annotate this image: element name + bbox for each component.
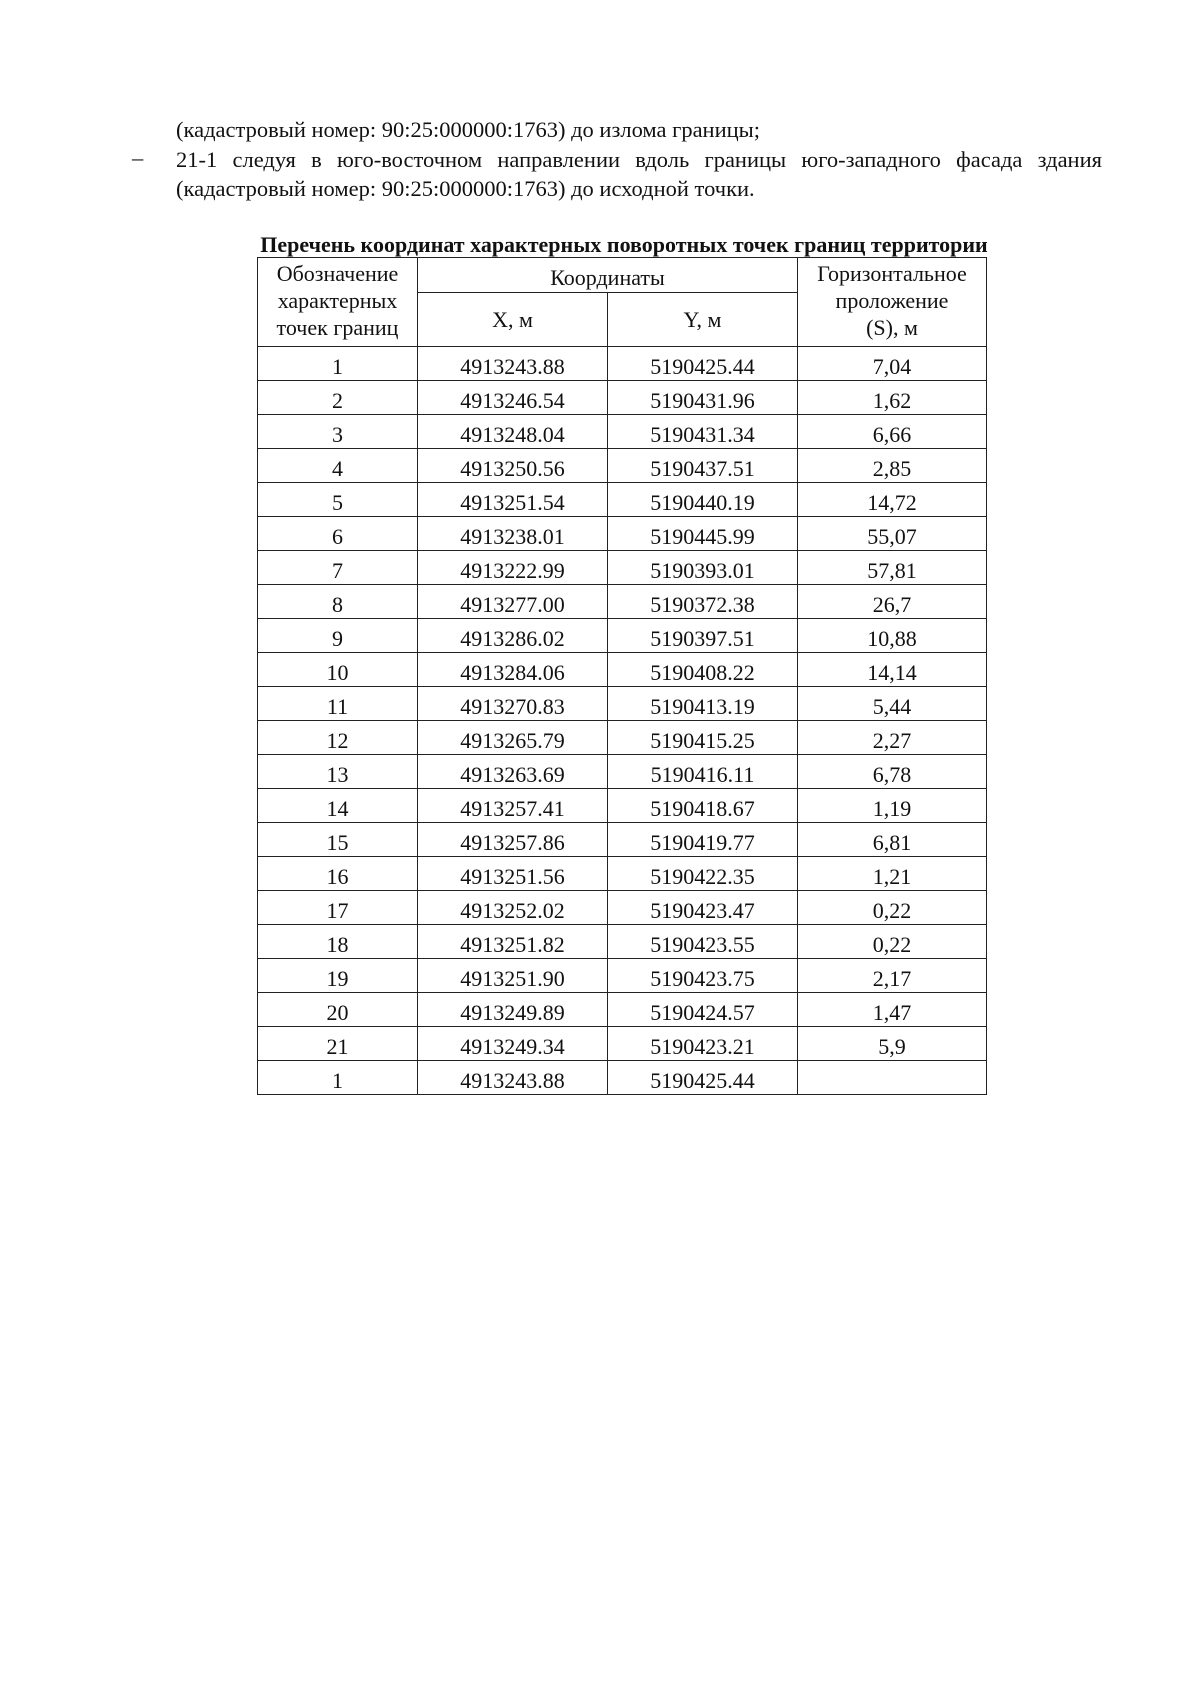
cell-x [418, 449, 608, 483]
cell-distance-text: 1,21 [872, 864, 912, 889]
cell-point-text: 9 [332, 626, 343, 651]
cell-y-text: 5190372.38 [650, 592, 755, 617]
table-row [258, 415, 987, 449]
cell-y [608, 721, 798, 755]
cell-y-text: 5190425.44 [650, 354, 755, 379]
cell-point [258, 857, 418, 891]
cell-distance [798, 585, 987, 619]
cell-x-text: 4913265.79 [460, 728, 565, 753]
cell-distance [798, 347, 987, 381]
table-row [258, 483, 987, 517]
cell-point-text: 5 [332, 490, 343, 515]
bullet-dash: – [132, 145, 144, 170]
cell-distance [798, 517, 987, 551]
cell-y-text: 5190418.67 [650, 796, 755, 821]
cell-y-text: 5190431.96 [650, 388, 755, 413]
cell-point [258, 653, 418, 687]
cell-distance [798, 619, 987, 653]
cell-y [608, 891, 798, 925]
cell-x [418, 415, 608, 449]
cell-distance-text: 6,66 [872, 422, 912, 447]
cell-point-text: 11 [326, 694, 349, 719]
cell-x-text: 4913251.56 [460, 864, 565, 889]
cell-x-text: 4913246.54 [460, 388, 565, 413]
cell-point [258, 1027, 418, 1061]
cell-point-text: 3 [332, 422, 343, 447]
cell-y-text: 5190393.01 [650, 558, 755, 583]
cell-y [608, 517, 798, 551]
cell-y-text: 5190431.34 [650, 422, 755, 447]
cell-point [258, 959, 418, 993]
table-row [258, 449, 987, 483]
cell-distance-text: 14,14 [867, 660, 917, 685]
cell-distance [798, 789, 987, 823]
cell-y-text: 5190397.51 [650, 626, 755, 651]
cell-point-text: 8 [332, 592, 343, 617]
cell-distance-text: 6,81 [872, 830, 912, 855]
cell-y-text: 5190440.19 [650, 490, 755, 515]
cell-y-text: 5190415.25 [650, 728, 755, 753]
cell-x [418, 585, 608, 619]
cell-point-text: 15 [326, 830, 349, 855]
cell-y [608, 585, 798, 619]
cell-y [608, 653, 798, 687]
cell-distance [798, 721, 987, 755]
cell-y [608, 857, 798, 891]
header-coordinates: Координаты [418, 258, 798, 293]
header-distance-line-1: Горизонтальное [817, 261, 967, 286]
cell-x [418, 517, 608, 551]
paragraph-line-3: (кадастровый номер: 90:25:000000:1763) до исходной точки. [176, 176, 755, 201]
cell-distance-text: 0,22 [872, 898, 912, 923]
cell-y-text: 5190422.35 [650, 864, 755, 889]
cell-y [608, 619, 798, 653]
table-row [258, 925, 987, 959]
cell-y [608, 959, 798, 993]
cell-y-text: 5190408.22 [650, 660, 755, 685]
cell-x-text: 4913249.34 [460, 1034, 565, 1059]
cell-distance [798, 891, 987, 925]
table-row [258, 959, 987, 993]
cell-point [258, 415, 418, 449]
cell-distance [798, 823, 987, 857]
table-row [258, 789, 987, 823]
table-row [258, 585, 987, 619]
cell-distance-text: 2,27 [872, 728, 912, 753]
header-distance-line-2: проложение [835, 288, 949, 313]
cell-x-text: 4913277.00 [460, 592, 565, 617]
cell-x-text: 4913251.90 [460, 966, 565, 991]
cell-y [608, 789, 798, 823]
cell-x-text: 4913257.86 [460, 830, 565, 855]
cell-x-text: 4913222.99 [460, 558, 565, 583]
cell-x [418, 653, 608, 687]
cell-x-text: 4913270.83 [460, 694, 565, 719]
cell-distance-text: 14,72 [867, 490, 917, 515]
cell-point-text: 16 [326, 864, 349, 889]
cell-point [258, 619, 418, 653]
cell-point-text: 18 [326, 932, 349, 957]
cell-point [258, 551, 418, 585]
cell-point-text: 12 [326, 728, 349, 753]
cell-y-text: 5190423.47 [650, 898, 755, 923]
cell-y [608, 415, 798, 449]
table-title-text: Перечень координат характерных поворотных точек границ территории [260, 232, 988, 257]
cell-x-text: 4913284.06 [460, 660, 565, 685]
cell-y-text: 5190416.11 [650, 762, 755, 787]
cell-point-text: 14 [326, 796, 349, 821]
cell-distance [798, 857, 987, 891]
cell-distance-text: 55,07 [867, 524, 917, 549]
cell-y [608, 347, 798, 381]
header-designation [258, 258, 418, 347]
cell-y-text: 5190437.51 [650, 456, 755, 481]
cell-point [258, 925, 418, 959]
cell-distance [798, 755, 987, 789]
cell-point [258, 721, 418, 755]
table-row [258, 687, 987, 721]
cell-distance-text: 10,88 [867, 626, 917, 651]
cell-point [258, 449, 418, 483]
cell-point-text: 2 [332, 388, 343, 413]
cell-x-text: 4913248.04 [460, 422, 565, 447]
cell-point-text: 21 [326, 1034, 349, 1059]
cell-x-text: 4913257.41 [460, 796, 565, 821]
header-y: Y, м [608, 293, 798, 347]
cell-x-text: 4913252.02 [460, 898, 565, 923]
table-row [258, 381, 987, 415]
cell-y-text: 5190445.99 [650, 524, 755, 549]
cell-distance [798, 993, 987, 1027]
cell-point-text: 4 [332, 456, 343, 481]
cell-x [418, 619, 608, 653]
cell-point [258, 891, 418, 925]
cell-distance-text: 57,81 [867, 558, 917, 583]
cell-x [418, 925, 608, 959]
cell-distance-text: 1,19 [872, 796, 912, 821]
cell-x [418, 891, 608, 925]
cell-x-text: 4913249.89 [460, 1000, 565, 1025]
cell-y [608, 687, 798, 721]
cell-x [418, 483, 608, 517]
table-row [258, 755, 987, 789]
cell-y [608, 483, 798, 517]
cell-distance-text: 2,85 [872, 456, 912, 481]
cell-distance-text: 7,04 [872, 354, 912, 379]
cell-x [418, 823, 608, 857]
header-distance [798, 258, 987, 347]
cell-x-text: 4913238.01 [460, 524, 565, 549]
cell-point-text: 7 [332, 558, 343, 583]
table-row [258, 857, 987, 891]
table-title [0, 232, 1200, 258]
coordinates-table [257, 257, 987, 1095]
cell-x [418, 347, 608, 381]
cell-y-text: 5190423.21 [650, 1034, 755, 1059]
paragraph-line-2: 21-1 следуя в юго-восточном направлении вдоль границы юго-западного фасада здания [176, 147, 1102, 172]
cell-distance-text: 1,47 [872, 1000, 912, 1025]
cell-point [258, 585, 418, 619]
table-row [258, 551, 987, 585]
cell-y [608, 993, 798, 1027]
cell-x [418, 1027, 608, 1061]
cell-point [258, 1061, 418, 1095]
cell-point [258, 755, 418, 789]
cell-distance-text: 5,44 [872, 694, 912, 719]
cell-point-text: 1 [332, 1068, 343, 1093]
cell-y [608, 755, 798, 789]
cell-x-text: 4913286.02 [460, 626, 565, 651]
cell-y [608, 823, 798, 857]
cell-distance [798, 381, 987, 415]
header-designation-line-3: точек границ [276, 315, 399, 340]
cell-distance [798, 483, 987, 517]
header-x: X, м [418, 293, 608, 347]
cell-x [418, 789, 608, 823]
paragraph-line-1: (кадастровый номер: 90:25:000000:1763) до излома границы; [176, 117, 761, 142]
cell-distance [798, 687, 987, 721]
cell-y [608, 1061, 798, 1095]
table-row [258, 891, 987, 925]
table-row [258, 1027, 987, 1061]
cell-y-text: 5190423.75 [650, 966, 755, 991]
header-designation-line-1: Обозначение [276, 261, 399, 286]
cell-x-text: 4913263.69 [460, 762, 565, 787]
table-row [258, 517, 987, 551]
cell-y [608, 925, 798, 959]
cell-x [418, 993, 608, 1027]
cell-distance-text: 1,62 [872, 388, 912, 413]
cell-y [608, 381, 798, 415]
cell-point-text: 1 [332, 354, 343, 379]
cell-point [258, 483, 418, 517]
cell-x [418, 381, 608, 415]
cell-distance-text: 2,17 [872, 966, 912, 991]
cell-distance [798, 959, 987, 993]
cell-point-text: 17 [326, 898, 349, 923]
table-row [258, 823, 987, 857]
cell-x-text: 4913251.82 [460, 932, 565, 957]
cell-y [608, 551, 798, 585]
cell-x [418, 1061, 608, 1095]
header-distance-line-3: (S), м [866, 315, 918, 340]
cell-x [418, 721, 608, 755]
cell-y [608, 1027, 798, 1061]
cell-distance [798, 1061, 987, 1095]
cell-point-text: 10 [326, 660, 349, 685]
table-row [258, 721, 987, 755]
cell-distance-text: 6,78 [872, 762, 912, 787]
cell-distance [798, 653, 987, 687]
cell-y [608, 449, 798, 483]
cell-distance [798, 449, 987, 483]
cell-distance [798, 415, 987, 449]
cell-x [418, 551, 608, 585]
cell-point [258, 789, 418, 823]
table-row [258, 1061, 987, 1095]
table-row [258, 619, 987, 653]
table-row [258, 653, 987, 687]
cell-point [258, 823, 418, 857]
cell-point [258, 993, 418, 1027]
cell-point [258, 347, 418, 381]
cell-x [418, 755, 608, 789]
cell-point-text: 19 [326, 966, 349, 991]
header-designation-line-2: характерных [277, 288, 398, 313]
cell-point [258, 381, 418, 415]
cell-point-text: 6 [332, 524, 343, 549]
cell-x [418, 959, 608, 993]
cell-distance [798, 1027, 987, 1061]
cell-distance-text: 0,22 [872, 932, 912, 957]
cell-distance-text: 5,9 [878, 1034, 906, 1059]
cell-distance [798, 925, 987, 959]
table-body [258, 347, 987, 1095]
cell-x-text: 4913243.88 [460, 354, 565, 379]
cell-y-text: 5190419.77 [650, 830, 755, 855]
cell-y-text: 5190424.57 [650, 1000, 755, 1025]
cell-distance-text: 26,7 [872, 592, 912, 617]
cell-point-text: 20 [326, 1000, 349, 1025]
cell-x-text: 4913250.56 [460, 456, 565, 481]
cell-x-text: 4913251.54 [460, 490, 565, 515]
table-row [258, 993, 987, 1027]
cell-x [418, 857, 608, 891]
cell-y-text: 5190423.55 [650, 932, 755, 957]
cell-y-text: 5190413.19 [650, 694, 755, 719]
cell-point-text: 13 [326, 762, 349, 787]
cell-x [418, 687, 608, 721]
cell-y-text: 5190425.44 [650, 1068, 755, 1093]
cell-x-text: 4913243.88 [460, 1068, 565, 1093]
table-row [258, 347, 987, 381]
cell-point [258, 517, 418, 551]
cell-distance [798, 551, 987, 585]
cell-point [258, 687, 418, 721]
